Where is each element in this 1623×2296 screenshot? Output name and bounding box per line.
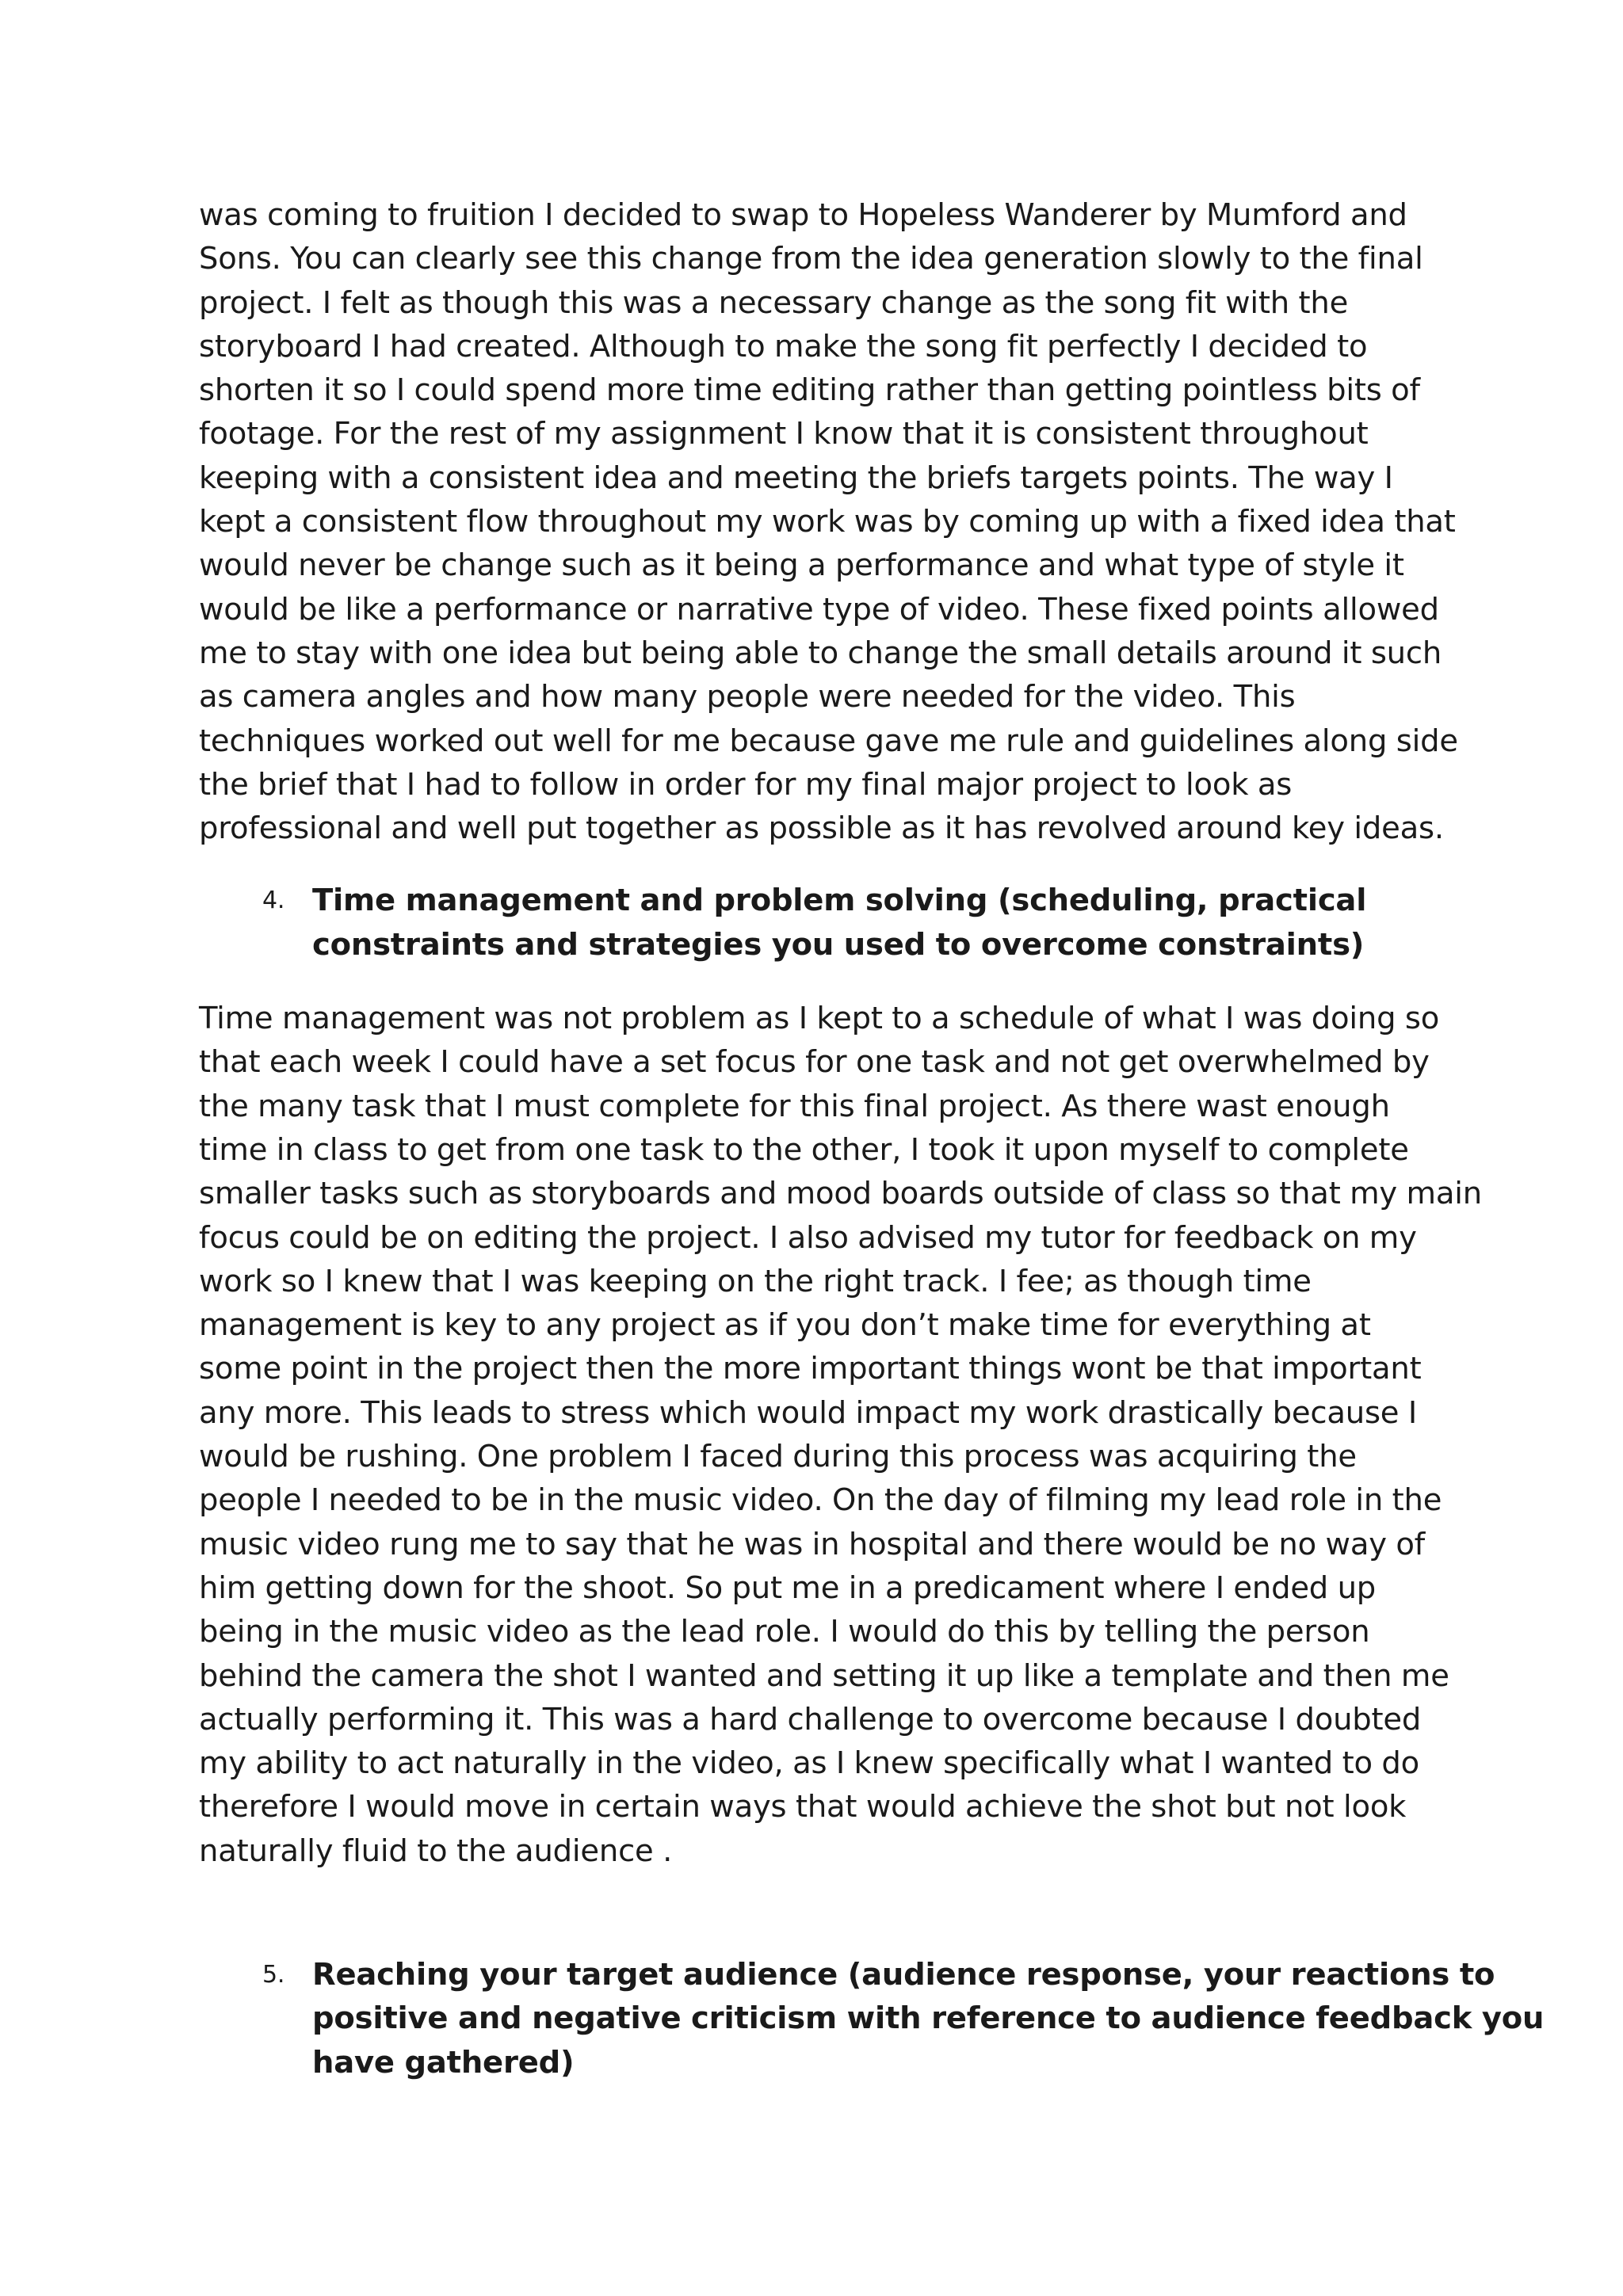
text-line: was coming to fruition I decided to swap to Hopeless Wanderer by Mumford and bbox=[199, 197, 1407, 233]
text-line: Sons. You can clearly see this change from the idea generation slowly to the final bbox=[199, 241, 1423, 277]
section-heading-text bbox=[312, 1953, 1545, 2084]
text-line: being in the music video as the lead role. I would do this by telling the person bbox=[199, 1614, 1370, 1650]
text-line: techniques worked out well for me because gave me rule and guidelines along side bbox=[199, 723, 1458, 759]
text-line: footage. For the rest of my assignment I know that it is consistent throughout bbox=[199, 416, 1369, 452]
document-content bbox=[199, 193, 1545, 2084]
text-line: as camera angles and how many people were needed for the video. This bbox=[199, 679, 1296, 715]
body-paragraph bbox=[199, 997, 1482, 1873]
text-line: would never be change such as it being a performance and what type of style it bbox=[199, 547, 1404, 584]
text-line: Time management was not problem as I kept to a schedule of what I was doing so bbox=[199, 1001, 1440, 1037]
text-line: Reaching your target audience (audience response, your reactions to bbox=[312, 1956, 1495, 1993]
section-heading bbox=[199, 1953, 1545, 2084]
text-line: positive and negative criticism with reference to audience feedback you bbox=[312, 2000, 1545, 2037]
text-line: me to stay with one idea but being able to change the small details around it such bbox=[199, 635, 1442, 671]
text-line: professional and well put together as possible as it has revolved around key ideas. bbox=[199, 810, 1444, 847]
list-number: 4. bbox=[262, 887, 285, 915]
text-line: work so I knew that I was keeping on the right track. I fee; as though time bbox=[199, 1263, 1312, 1299]
section-heading-text bbox=[312, 879, 1451, 967]
text-line: constraints and strategies you used to overcome constraints) bbox=[312, 926, 1365, 963]
text-line: storyboard I had created. Although to make the song fit perfectly I decided to bbox=[199, 328, 1368, 364]
body-paragraph bbox=[199, 193, 1458, 850]
text-line: would be like a performance or narrative type of video. These fixed points allowed bbox=[199, 591, 1439, 627]
section-heading bbox=[199, 879, 1451, 967]
text-line: time in class to get from one task to the other, I took it upon myself to complete bbox=[199, 1131, 1409, 1168]
text-line: shorten it so I could spend more time editing rather than getting pointless bits of bbox=[199, 372, 1420, 409]
text-line: behind the camera the shot I wanted and setting it up like a template and then me bbox=[199, 1657, 1449, 1694]
text-line: have gathered) bbox=[312, 2044, 575, 2081]
text-line: keeping with a consistent idea and meeting the briefs targets points. The way I bbox=[199, 460, 1393, 496]
text-line: people I needed to be in the music video. On the day of filming my lead role in the bbox=[199, 1482, 1442, 1519]
text-line: the brief that I had to follow in order for my final major project to look as bbox=[199, 766, 1293, 803]
text-line: music video rung me to say that he was in hospital and there would be no way of bbox=[199, 1526, 1426, 1562]
text-line: project. I felt as though this was a necessary change as the song fit with the bbox=[199, 284, 1349, 321]
text-line: the many task that I must complete for this final project. As there wast enough bbox=[199, 1088, 1390, 1124]
text-line: actually performing it. This was a hard challenge to overcome because I doubted bbox=[199, 1701, 1422, 1737]
text-line: focus could be on editing the project. I also advised my tutor for feedback on my bbox=[199, 1219, 1417, 1256]
text-line: any more. This leads to stress which would impact my work drastically because I bbox=[199, 1394, 1417, 1431]
text-line: Time management and problem solving (scheduling, practical bbox=[312, 883, 1367, 919]
text-line: management is key to any project as if you don’t make time for everything at bbox=[199, 1307, 1371, 1344]
list-number: 5. bbox=[262, 1960, 285, 1989]
text-line: kept a consistent flow throughout my work was by coming up with a fixed idea that bbox=[199, 504, 1456, 540]
text-line: smaller tasks such as storyboards and mood boards outside of class so that my main bbox=[199, 1176, 1482, 1212]
text-line: my ability to act naturally in the video, as I knew specifically what I wanted to do bbox=[199, 1745, 1419, 1782]
text-line: would be rushing. One problem I faced during this process was acquiring the bbox=[199, 1439, 1357, 1475]
text-line: him getting down for the shoot. So put me in a predicament where I ended up bbox=[199, 1569, 1377, 1606]
text-line: some point in the project then the more important things wont be that important bbox=[199, 1351, 1422, 1387]
text-line: that each week I could have a set focus for one task and not get overwhelmed by bbox=[199, 1044, 1430, 1081]
text-line: therefore I would move in certain ways that would achieve the shot but not look bbox=[199, 1789, 1407, 1825]
text-line: naturally fluid to the audience . bbox=[199, 1833, 673, 1869]
